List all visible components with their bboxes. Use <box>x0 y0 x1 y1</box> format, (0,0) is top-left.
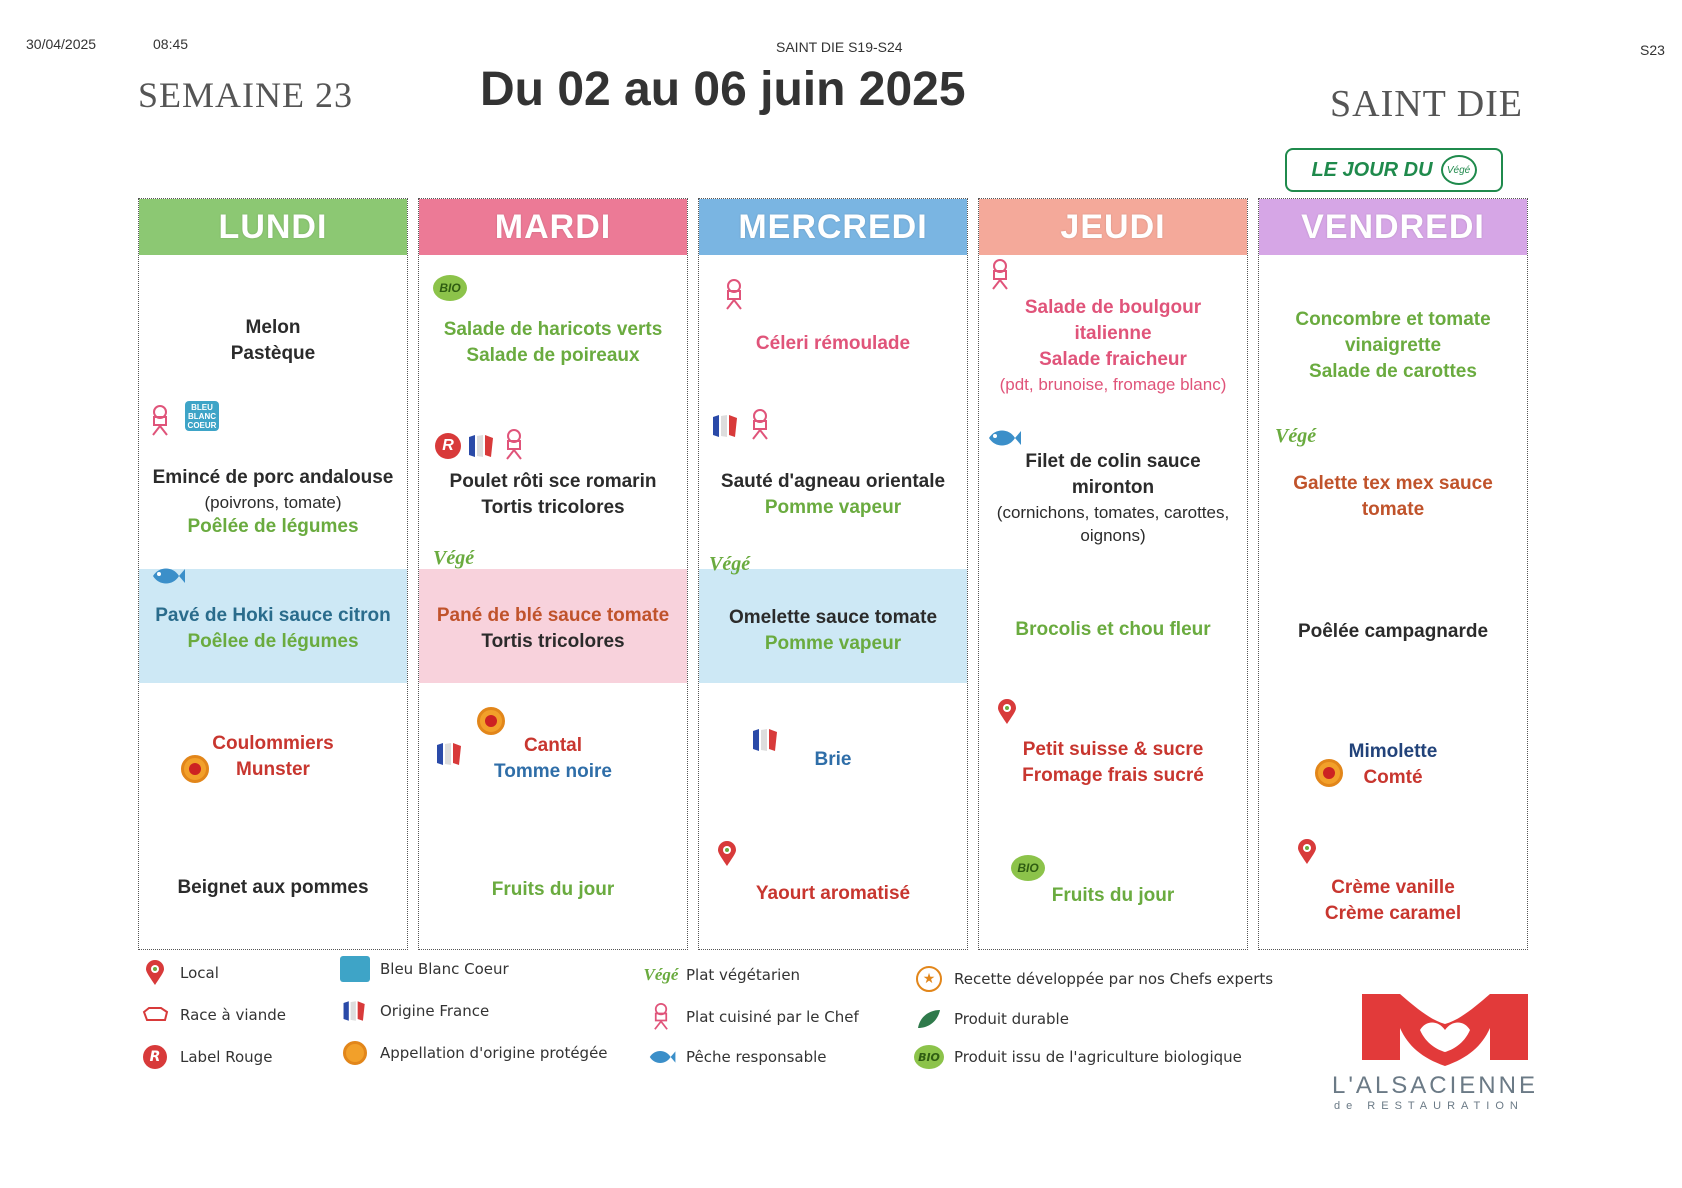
site-name: SAINT DIE <box>1330 83 1524 125</box>
fromage <box>139 731 407 783</box>
dish-line: Beignet aux pommes <box>177 877 369 898</box>
aop-icon <box>477 707 505 735</box>
dish-detail: (cornichons, tomates, carottes, <box>996 503 1230 522</box>
dessert <box>419 877 687 903</box>
legend-label: Race à viande <box>180 1006 286 1024</box>
entree <box>699 331 967 357</box>
legend-label: Produit durable <box>954 1010 1069 1028</box>
legend-label: Origine France <box>380 1002 490 1020</box>
cow-icon <box>140 1001 170 1029</box>
logo-subtitle: de RESTAURATION <box>1334 1100 1524 1112</box>
dish-line: tomate <box>1361 499 1425 520</box>
local-pin-icon <box>997 699 1017 725</box>
dish-line: Pané de blé sauce tomate <box>436 605 670 626</box>
dish-detail: oignons) <box>1080 526 1146 545</box>
local-pin-icon <box>717 841 737 867</box>
alternative <box>1259 619 1527 645</box>
day-header: MERCREDI <box>699 199 967 255</box>
legend-item-vege <box>643 961 801 989</box>
dessert <box>699 881 967 907</box>
star-badge-icon: ★ <box>914 965 944 993</box>
legend-label: Bleu Blanc Coeur <box>380 960 509 978</box>
chef-icon <box>749 409 771 441</box>
entree <box>979 295 1247 396</box>
dish-line: Tomme noire <box>494 761 612 782</box>
page-code: S23 <box>1640 42 1665 58</box>
chef-icon <box>503 429 525 461</box>
aop-icon <box>340 1039 370 1067</box>
legend-label: Local <box>180 964 219 982</box>
dish-line: Fruits du jour <box>491 879 615 900</box>
dish-line: Salade de haricots verts <box>443 319 663 340</box>
jour-badge-label: LE JOUR DU <box>1311 158 1433 181</box>
dish-line: Pavé de Hoki sauce citron <box>155 605 391 626</box>
dish-line: Petit suisse & sucre <box>1022 739 1204 760</box>
dish-line: Salade de carottes <box>1309 361 1477 382</box>
legend-item-recette <box>914 965 1273 993</box>
dish-line: Emincé de porc andalouse <box>152 467 394 488</box>
day-column-mercredi <box>698 198 968 950</box>
dish-line: Filet de colin sauce <box>1025 451 1201 472</box>
dish-line: Fromage frais sucré <box>1022 765 1204 786</box>
local-pin-icon <box>1297 839 1317 865</box>
dish-line: Céleri rémoulade <box>755 333 911 354</box>
day-column-lundi <box>138 198 408 950</box>
fromage <box>699 747 967 773</box>
vege-icon: Végé <box>433 547 475 569</box>
vege-icon: Végé <box>1441 155 1477 185</box>
dish-line: Melon <box>245 317 301 338</box>
origine-france-icon <box>709 413 743 439</box>
dish-detail: (poivrons, tomate) <box>204 493 342 512</box>
fish-icon <box>646 1043 676 1071</box>
alternative <box>699 605 967 657</box>
dish-line: Poulet rôti sce romarin <box>449 471 657 492</box>
page-title: Du 02 au 06 juin 2025 <box>480 63 966 116</box>
dish-line: Fruits du jour <box>1051 885 1175 906</box>
dish-line: Poêlee de légumes <box>187 631 359 652</box>
plat <box>139 465 407 540</box>
document-code: SAINT DIE S19-S24 <box>776 39 903 55</box>
day-header: MARDI <box>419 199 687 255</box>
day-header: JEUDI <box>979 199 1247 255</box>
label-rouge-icon: R <box>435 433 461 459</box>
fish-icon <box>149 561 185 591</box>
dish-line: Cantal <box>523 735 583 756</box>
day-column-vendredi <box>1258 198 1528 950</box>
legend-item-aop <box>340 1039 608 1067</box>
plat <box>979 449 1247 547</box>
dish-line: Tortis tricolores <box>481 497 625 518</box>
dessert <box>979 883 1247 909</box>
dish-line: Sauté d'agneau orientale <box>720 471 946 492</box>
legend-item-chef <box>646 1003 859 1031</box>
alternative <box>979 617 1247 643</box>
dish-line: Galette tex mex sauce <box>1293 473 1493 494</box>
legend-item-durable <box>914 1005 1069 1033</box>
entree <box>1259 307 1527 385</box>
legend <box>140 955 1290 1085</box>
entree <box>139 315 407 367</box>
origine-france-icon <box>465 433 499 459</box>
dish-line: Tortis tricolores <box>481 631 625 652</box>
dish-line: Brie <box>814 749 852 770</box>
day-column-mardi <box>418 198 688 950</box>
logo-name: L'ALSACIENNE <box>1332 1072 1538 1099</box>
dish-line: italienne <box>1074 323 1152 344</box>
legend-label: Plat végétarien <box>686 966 801 984</box>
week-label: SEMAINE 23 <box>138 75 353 115</box>
dish-line: Mimolette <box>1348 741 1438 762</box>
bio-icon: BIO <box>914 1043 944 1071</box>
dish-line: mironton <box>1071 477 1155 498</box>
vege-icon: Végé <box>643 965 679 984</box>
alternative <box>419 603 687 655</box>
legend-item-label-rouge <box>140 1043 272 1071</box>
dessert <box>139 875 407 901</box>
day-column-jeudi <box>978 198 1248 950</box>
alternative <box>139 603 407 655</box>
plat <box>699 469 967 521</box>
plat <box>419 469 687 521</box>
legend-label: Label Rouge <box>180 1048 273 1066</box>
plat <box>1259 471 1527 523</box>
dish-line: Pastèque <box>230 343 316 364</box>
fromage <box>979 737 1247 789</box>
day-header: LUNDI <box>139 199 407 255</box>
label-rouge-icon: R <box>140 1043 170 1071</box>
legend-item-local <box>140 959 219 987</box>
chef-icon <box>149 405 171 437</box>
entree <box>419 317 687 369</box>
dish-line: Brocolis et chou fleur <box>1015 619 1211 640</box>
chef-icon <box>646 1003 676 1031</box>
bio-icon: BIO <box>1011 855 1045 881</box>
dish-detail: (pdt, brunoise, fromage blanc) <box>999 375 1227 394</box>
dish-line: vinaigrette <box>1344 335 1442 356</box>
print-time: 08:45 <box>153 36 189 52</box>
legend-label: Plat cuisiné par le Chef <box>686 1008 859 1026</box>
fromage <box>419 733 687 785</box>
print-date: 30/04/2025 <box>26 36 97 52</box>
dish-line: Pomme vapeur <box>764 497 902 518</box>
fromage <box>1259 739 1527 791</box>
legend-label: Recette développée par nos Chefs experts <box>954 970 1274 988</box>
legend-label: Produit issu de l'agriculture biologique <box>954 1048 1242 1066</box>
dish-line: Salade de boulgour <box>1024 297 1202 318</box>
dish-line: Coulommiers <box>212 733 334 754</box>
local-pin-icon <box>140 959 170 987</box>
chef-icon <box>989 259 1011 291</box>
dish-line: Crème caramel <box>1324 903 1462 924</box>
chef-icon <box>723 279 745 311</box>
dish-line: Salade de poireaux <box>466 345 640 366</box>
day-header: VENDREDI <box>1259 199 1527 255</box>
legend-label: Pêche responsable <box>686 1048 827 1066</box>
legend-label: Appellation d'origine protégée <box>380 1044 608 1062</box>
jour-du-vege-badge <box>1285 148 1503 192</box>
dish-line: Comté <box>1363 767 1423 788</box>
legend-item-peche <box>646 1043 827 1071</box>
legend-item-origine <box>340 997 489 1025</box>
dish-line: Omelette sauce tomate <box>728 607 938 628</box>
dish-line: Poêlée campagnarde <box>1297 621 1489 642</box>
legend-item-bbc <box>340 955 509 983</box>
dish-line: Yaourt aromatisé <box>755 883 911 904</box>
dish-line: Poêlée de légumes <box>187 516 359 537</box>
origine-france-icon <box>340 997 370 1025</box>
dish-line: Crème vanille <box>1331 877 1455 898</box>
vege-icon: Végé <box>709 553 751 575</box>
dish-line: Salade fraicheur <box>1039 349 1187 370</box>
vege-icon: Végé <box>1275 425 1317 447</box>
legend-item-race <box>140 1001 286 1029</box>
legend-item-bio <box>914 1043 1242 1071</box>
bleu-blanc-coeur-icon: BLEU BLANC COEUR <box>185 401 219 431</box>
bio-icon: BIO <box>433 275 467 301</box>
leaf-icon <box>914 1005 944 1033</box>
dish-line: Pomme vapeur <box>764 633 902 654</box>
dessert <box>1259 875 1527 927</box>
bleu-blanc-coeur-icon <box>340 955 370 983</box>
dish-line: Munster <box>236 759 310 780</box>
dish-line: Concombre et tomate <box>1295 309 1491 330</box>
